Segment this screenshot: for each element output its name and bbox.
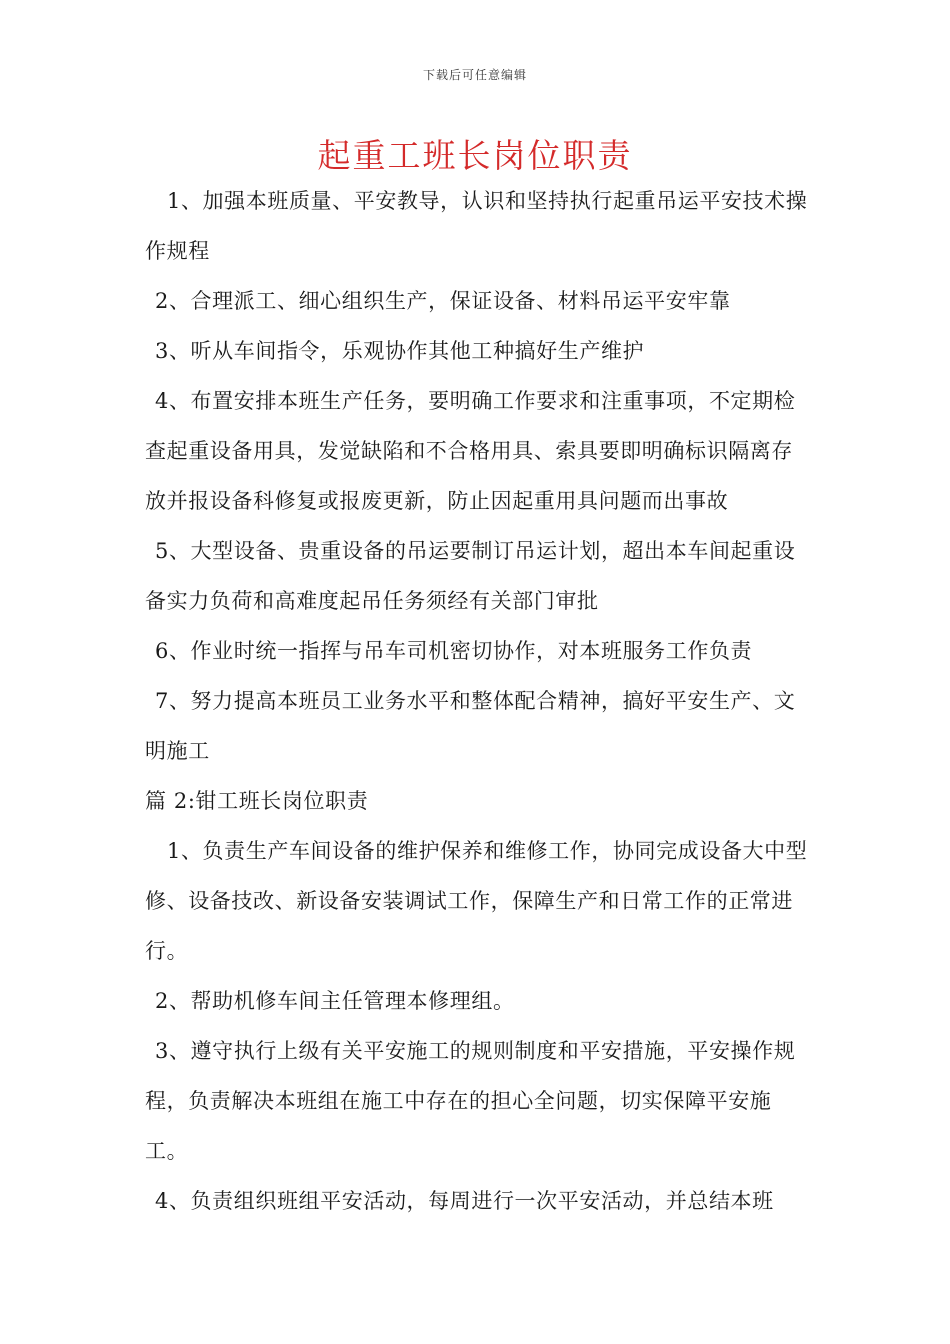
paragraph-3: 3、听从车间指令，乐观协作其他工种搞好生产维护 xyxy=(155,339,645,363)
paragraph-8: 1、负责生产车间设备的维护保养和维修工作，协同完成设备大中型修、设备技改、新设备安装调试工作，保障生产和日常工作的正常进行。 xyxy=(145,839,808,963)
header-note: 下载后可任意编辑 xyxy=(422,68,527,82)
section-heading: 篇 2:钳工班长岗位职责 xyxy=(145,789,369,813)
paragraph-11: 4、负责组织班组平安活动，每周进行一次平安活动，并总结本班 xyxy=(155,1189,774,1213)
paragraph-6: 6、作业时统一指挥与吊车司机密切协作，对本班服务工作负责 xyxy=(155,639,753,663)
paragraph-5: 5、大型设备、贵重设备的吊运要制订吊运计划，超出本车间起重设备实力负荷和高难度起吊任务须经有关部门审批 xyxy=(145,539,796,613)
paragraph-7: 7、努力提高本班员工业务水平和整体配合精神，搞好平安生产、文明施工 xyxy=(145,689,796,763)
document-body xyxy=(145,176,810,1226)
paragraph-1: 1、加强本班质量、平安教导，认识和坚持执行起重吊运平安技术操作规程 xyxy=(145,189,808,263)
paragraph-2: 2、合理派工、细心组织生产，保证设备、材料吊运平安牢靠 xyxy=(155,289,731,313)
paragraph-4: 4、布置安排本班生产任务，要明确工作要求和注重事项，不定期检查起重设备用具，发觉缺陷和不合格用具、索具要即明确标识隔离存放并报设备科修复或报废更新，防止因起重用具问题而出事故 xyxy=(145,389,796,513)
paragraph-9: 2、帮助机修车间主任管理本修理组。 xyxy=(155,989,515,1013)
paragraph-10: 3、遵守执行上级有关平安施工的规则制度和平安措施，平安操作规程，负责解决本班组在施工中存在的担心全问题，切实保障平安施工。 xyxy=(145,1039,796,1163)
page-title: 起重工班长岗位职责 xyxy=(317,136,633,175)
